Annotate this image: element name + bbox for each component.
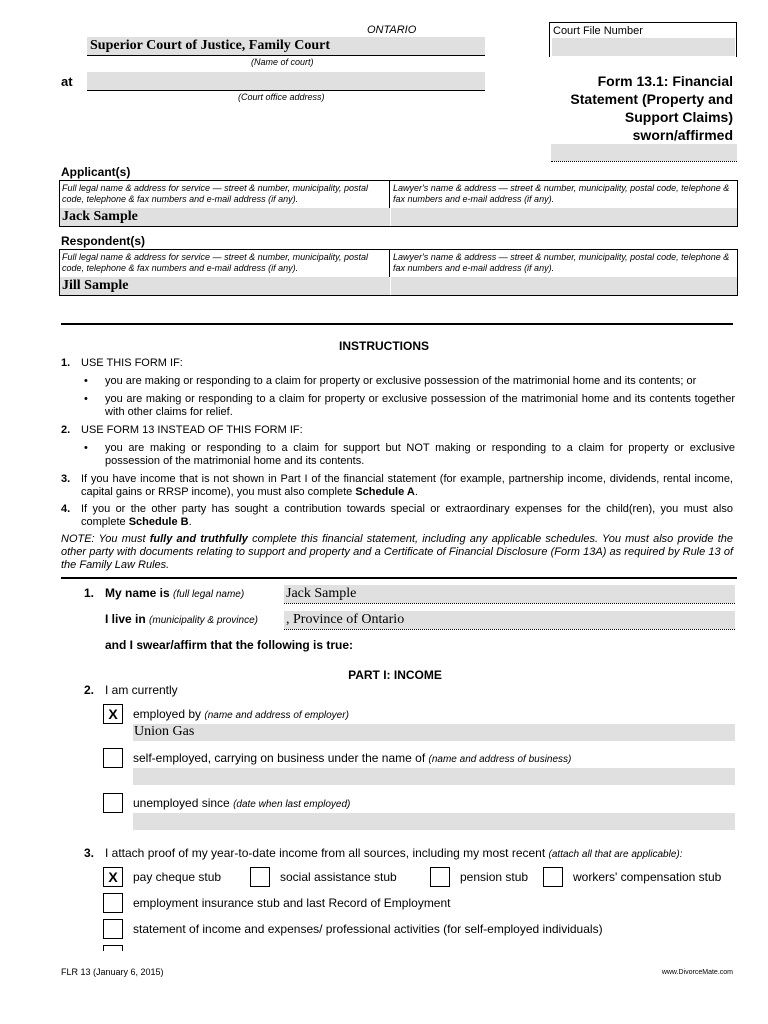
applicant-name-value: Jack Sample xyxy=(62,209,138,224)
q1-name-field[interactable] xyxy=(284,585,735,603)
respondent-name-value: Jill Sample xyxy=(62,278,129,293)
instruction-3: If you have income that is not shown in Part I of the financial statement (for example, partnership income, dividends, rental income, capital gains or RRSP income), you must also complete Schedule A. xyxy=(81,473,733,498)
instruction-1-number: 1. xyxy=(61,357,71,369)
form-title-line-2: Statement (Property and xyxy=(570,91,733,107)
respondent-name-field[interactable] xyxy=(60,277,390,295)
respondent-lawyer-caption: Lawyer's name & address — street & number, municipality, postal code, telephone & fax numbers and e-mail address (if any). xyxy=(393,252,730,273)
applicant-lawyer-caption: Lawyer's name & address — street & number, municipality, postal code, telephone & fax numbers and e-mail address (if any). xyxy=(393,183,730,204)
instructions-title: INSTRUCTIONS xyxy=(339,339,429,353)
q2-number: 2. xyxy=(84,683,95,697)
employed-hint: (name and address of employer) xyxy=(204,710,349,721)
court-address-underline xyxy=(87,90,485,91)
q1-name-value: Jack Sample xyxy=(286,586,357,601)
statement-checkbox[interactable] xyxy=(103,919,123,939)
q1-divider xyxy=(61,577,737,579)
unemployed-label: unemployed since xyxy=(133,796,230,810)
applicant-party-caption: Full legal name & address for service — street & number, municipality, postal code, telephone & fax numbers and e-mail address (if any). xyxy=(62,183,368,204)
employed-label-wrap xyxy=(133,707,349,721)
part1-title: PART I: INCOME xyxy=(348,668,442,682)
self-employed-label: self-employed, carrying on business under the name of xyxy=(133,751,426,765)
next-checkbox-partial xyxy=(103,945,123,951)
note-bold: fully and truthfully xyxy=(149,533,248,545)
q1-name-label-wrap xyxy=(105,586,244,600)
respondent-party-caption: Full legal name & address for service — street & number, municipality, postal code, telephone & fax numbers and e-mail address (if any). xyxy=(62,252,368,273)
form-title-line-4: sworn/affirmed xyxy=(632,127,733,143)
applicant-section-label: Applicant(s) xyxy=(61,165,131,179)
at-label: at xyxy=(61,74,73,89)
q1-live-label: I live in xyxy=(105,612,146,626)
instruction-2-number: 2. xyxy=(61,424,71,436)
instruction-2-text: USE FORM 13 INSTEAD OF THIS FORM IF: xyxy=(81,424,303,436)
q3-text-wrap xyxy=(105,846,683,860)
footer-site: www.DivorceMate.com xyxy=(661,969,733,976)
q1-number: 1. xyxy=(84,586,95,600)
instruction-4-schedule: Schedule B xyxy=(128,516,189,528)
q1-swear: and I swear/affirm that the following is true: xyxy=(105,638,354,652)
court-name-caption: (Name of court) xyxy=(251,57,314,67)
bullet-icon: • xyxy=(84,393,88,405)
instruction-1-text: USE THIS FORM IF: xyxy=(81,357,183,369)
instruction-2-bullet-1: you are making or responding to a claim for support but NOT making or responding to a claim for property or exclusive possession of the matrimonial home and its contents. xyxy=(105,442,735,467)
q3-hint: (attach all that are applicable): xyxy=(548,849,683,860)
note-rest: complete this financial statement, including any applicable schedules. You must also provide the other party with documents relating to support and property and a Certificate of Financial Disclosure (Form 13A) as required by Rule 13 of the Family Law Rules. xyxy=(61,533,733,571)
q1-live-label-wrap xyxy=(105,612,258,626)
applicant-lawyer-cell xyxy=(391,181,737,226)
respondent-lawyer-field[interactable] xyxy=(391,277,737,295)
q1-name-hint: (full legal name) xyxy=(173,589,245,600)
form-title xyxy=(520,72,733,144)
q1-live-hint: (municipality & province) xyxy=(149,615,258,626)
pension-checkbox[interactable] xyxy=(430,867,450,887)
employer-field[interactable] xyxy=(133,724,735,741)
statement-label: statement of income and expenses/ professional activities (for self-employed individuals) xyxy=(133,922,603,936)
respondent-party-cell xyxy=(60,250,390,295)
applicant-name-field[interactable] xyxy=(60,208,390,226)
q1-name-label: My name is xyxy=(105,586,170,600)
ei-label: employment insurance stub and last Record of Employment xyxy=(133,896,451,910)
ei-checkbox[interactable] xyxy=(103,893,123,913)
respondent-section-label: Respondent(s) xyxy=(61,234,145,248)
respondent-table xyxy=(59,249,738,296)
q1-live-underline xyxy=(284,629,735,630)
employed-checkbox[interactable]: X xyxy=(103,704,123,724)
paystub-label: pay cheque stub xyxy=(133,870,222,884)
social-assistance-label: social assistance stub xyxy=(280,870,397,884)
respondent-lawyer-cell xyxy=(391,250,737,295)
court-name-field[interactable] xyxy=(87,37,485,55)
q3-text: I attach proof of my year-to-date income from all sources, including my most recent xyxy=(105,846,546,860)
bullet-icon: • xyxy=(84,375,88,387)
applicant-lawyer-field[interactable] xyxy=(391,208,737,226)
pension-label: pension stub xyxy=(460,870,529,884)
footer-form-id: FLR 13 (January 6, 2015) xyxy=(61,967,164,977)
business-field[interactable] xyxy=(133,768,735,785)
instruction-3-number: 3. xyxy=(61,473,71,485)
employed-label: employed by xyxy=(133,707,202,721)
paystub-checkbox[interactable]: X xyxy=(103,867,123,887)
social-assistance-checkbox[interactable] xyxy=(250,867,270,887)
unemployed-checkbox[interactable] xyxy=(103,793,123,813)
instruction-1-bullet-1: you are making or responding to a claim for property or exclusive possession of the matrimonial home and its contents; or xyxy=(105,375,697,387)
note-start: NOTE: You must xyxy=(61,533,146,545)
sworn-field[interactable] xyxy=(551,144,737,161)
unemployed-label-wrap xyxy=(133,796,350,810)
province-label: ONTARIO xyxy=(367,24,417,36)
instruction-4: If you or the other party has sought a contribution towards special or extraordinary expenses for the child(ren), you must also complete Schedule B. xyxy=(81,503,733,528)
form-title-line-3: Support Claims) xyxy=(624,109,733,125)
instruction-3-schedule: Schedule A xyxy=(355,486,415,498)
workers-comp-checkbox[interactable] xyxy=(543,867,563,887)
q1-live-value: , Province of Ontario xyxy=(286,612,405,627)
form-title-line-1: Form 13.1: Financial xyxy=(597,73,733,89)
court-address-field[interactable] xyxy=(87,72,485,90)
sworn-underline xyxy=(551,161,737,162)
self-employed-hint: (name and address of business) xyxy=(428,754,572,765)
instruction-4-text: If you or the other party has sought a contribution towards special or extraordinary expenses for the child(ren), you must also complete xyxy=(81,503,733,528)
court-file-box xyxy=(549,22,737,57)
court-name-underline xyxy=(87,55,485,56)
instruction-4-number: 4. xyxy=(61,503,71,515)
instructions-divider xyxy=(61,323,733,325)
workers-comp-label: workers' compensation stub xyxy=(573,870,722,884)
applicant-party-cell xyxy=(60,181,390,226)
q1-name-underline xyxy=(284,603,735,604)
self-employed-label-wrap xyxy=(133,751,571,765)
q3-number: 3. xyxy=(84,846,95,860)
unemployed-hint: (date when last employed) xyxy=(233,799,351,810)
employer-value: Union Gas xyxy=(134,724,195,739)
bullet-icon: • xyxy=(84,442,88,454)
court-address-caption: (Court office address) xyxy=(238,92,325,102)
instruction-1-bullet-2: you are making or responding to a claim for property or exclusive possession of the matrimonial home and its contents together with other claims for relief. xyxy=(105,393,735,418)
q1-live-field[interactable] xyxy=(284,611,735,629)
instruction-3-text: If you have income that is not shown in Part I of the financial statement (for example, partnership income, dividends, rental income, capital gains or RRSP income), you must also complete xyxy=(81,473,733,498)
instructions-note xyxy=(61,533,733,572)
court-file-field[interactable] xyxy=(552,38,735,56)
court-name-value: Superior Court of Justice, Family Court xyxy=(90,38,331,53)
unemployed-date-field[interactable] xyxy=(133,813,735,830)
self-employed-checkbox[interactable] xyxy=(103,748,123,768)
applicant-table xyxy=(59,180,738,227)
court-file-label: Court File Number xyxy=(553,25,643,37)
q2-text: I am currently xyxy=(105,683,178,697)
